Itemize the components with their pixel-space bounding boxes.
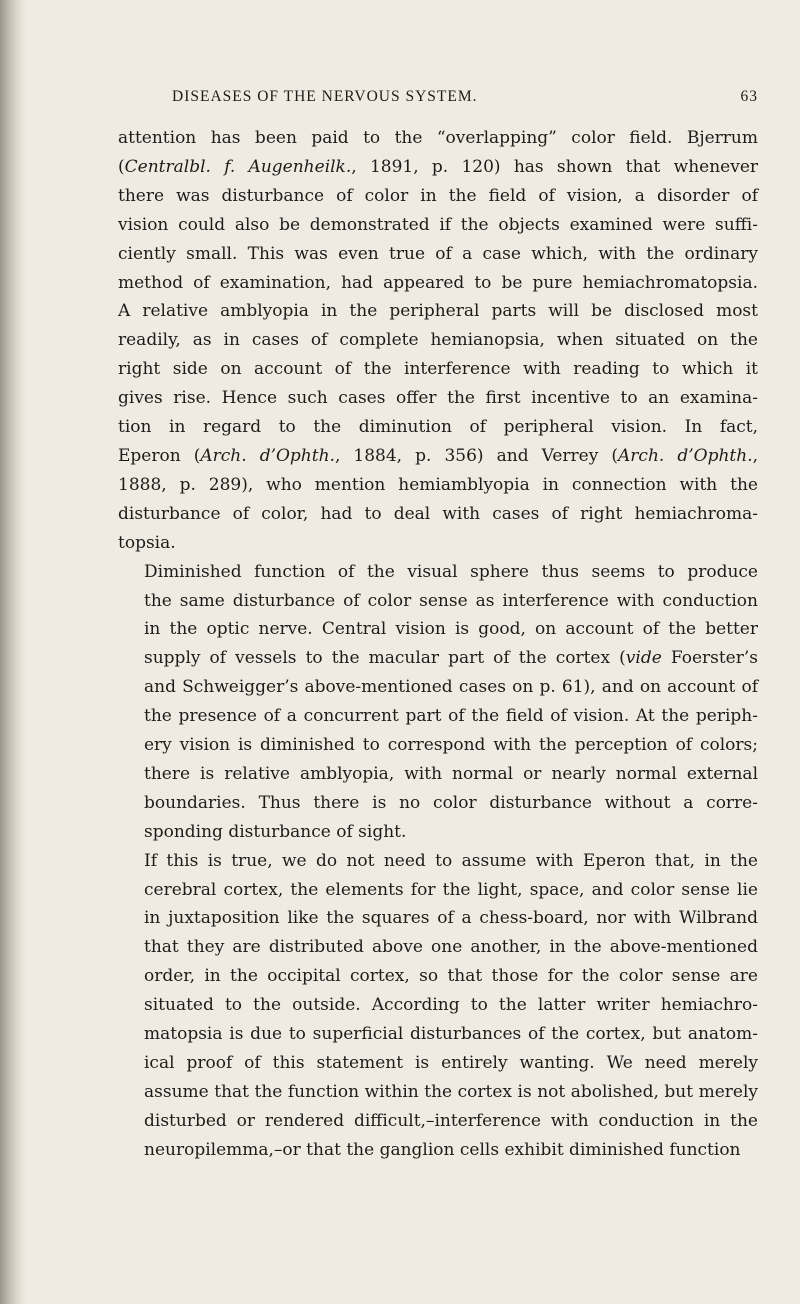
body-text — [118, 124, 758, 1165]
vide-term: vide — [625, 648, 662, 669]
text-line: attention has been paid to the “overlapping” color field. Bjerrum — [118, 128, 758, 148]
text-line: 1888, p. 289), who mention hemiamblyopia in connection with the — [118, 474, 758, 495]
text-line: in juxtaposition like the squares of a chess-board, nor with Wilbrand — [144, 908, 758, 929]
text-line: the same disturbance of color sense as interference with conduction — [144, 590, 758, 611]
text-line: the presence of a concurrent part of the field of vision. At the periph- — [144, 706, 758, 727]
text-line: Diminished function of the visual sphere thus seems to produce — [144, 561, 758, 582]
text-line: ical proof of this statement is entirely wanting. We need merely — [144, 1053, 758, 1073]
text-line: boundaries. Thus there is no color disturbance without a corre- — [144, 792, 758, 813]
book-page — [118, 88, 758, 1165]
text-line: disturbed or rendered difficult,–interference with conduction in the — [144, 1110, 758, 1131]
text-line: topsia. — [118, 532, 176, 553]
text-line: situated to the outside. According to the latter writer hemiachro- — [144, 995, 758, 1016]
citation-journal-arch-ophth: Arch. d’Ophth. — [618, 445, 753, 466]
citation-journal-arch-ophth: Arch. d’Ophth. — [200, 445, 335, 466]
text-line: there is relative amblyopia, with normal or nearly normal external — [144, 763, 758, 784]
binding-shadow — [0, 0, 26, 1304]
text-line: and Schweigger’s above-mentioned cases on p. 61), and on account of — [144, 677, 758, 698]
text-line: (Centralbl. f. Augenheilk., 1891, p. 120) has shown that whenever — [118, 156, 759, 177]
text-line: ciently small. This was even true of a case which, with the ordinary — [118, 243, 758, 264]
text-line: tion in regard to the diminution of peripheral vision. In fact, — [118, 417, 758, 438]
text-line: in the optic nerve. Central vision is good, on account of the better — [144, 619, 758, 640]
text-line: ery vision is diminished to correspond with the perception of colors; — [144, 735, 758, 756]
text-line: readily, as in cases of complete hemianopsia, when situated on the — [118, 330, 758, 351]
text-line: matopsia is due to superficial disturbances of the cortex, but anatom- — [144, 1024, 758, 1045]
text-line: there was disturbance of color in the field of vision, a disorder of — [118, 185, 758, 206]
text-line: gives rise. Hence such cases offer the first incentive to an examina- — [118, 388, 758, 409]
text-line: disturbance of color, had to deal with cases of right hemiachroma- — [118, 503, 758, 524]
paragraph-3 — [118, 847, 758, 1165]
paragraph-2 — [118, 558, 758, 847]
text-line: A relative amblyopia in the peripheral parts will be disclosed most — [118, 301, 758, 322]
text-line: that they are distributed above one another, in the above-mentioned — [144, 937, 758, 958]
text-line: Eperon (Arch. d’Ophth., 1884, p. 356) and Verrey (Arch. d’Ophth., — [118, 445, 759, 466]
text-line: method of examination, had appeared to be pure hemiachromatopsia. — [118, 272, 758, 293]
text-line: If this is true, we do not need to assume with Eperon that, in the — [144, 850, 758, 871]
paragraph-1 — [118, 124, 758, 558]
text-line: order, in the occipital cortex, so that those for the color sense are — [144, 966, 758, 987]
text-line: neuropilemma,–or that the ganglion cells exhibit diminished function — [144, 1139, 741, 1160]
text-line: vision could also be demonstrated if the objects examined were suffi- — [118, 214, 758, 235]
page-number: 63 — [740, 88, 758, 105]
text-line: assume that the function within the cortex is not abolished, but merely — [144, 1081, 758, 1102]
text-line: supply of vessels to the macular part of the cortex (vide Foerster’s — [144, 648, 759, 669]
text-line: cerebral cortex, the elements for the light, space, and color sense lie — [144, 879, 758, 900]
citation-journal-centralbl: Centralbl. f. Augenheilk. — [124, 156, 352, 177]
text-line: right side on account of the interference with reading to which it — [118, 359, 758, 380]
running-title: DISEASES OF THE NERVOUS SYSTEM. — [172, 88, 478, 105]
running-head — [118, 88, 758, 112]
text-line: sponding disturbance of sight. — [144, 821, 407, 842]
